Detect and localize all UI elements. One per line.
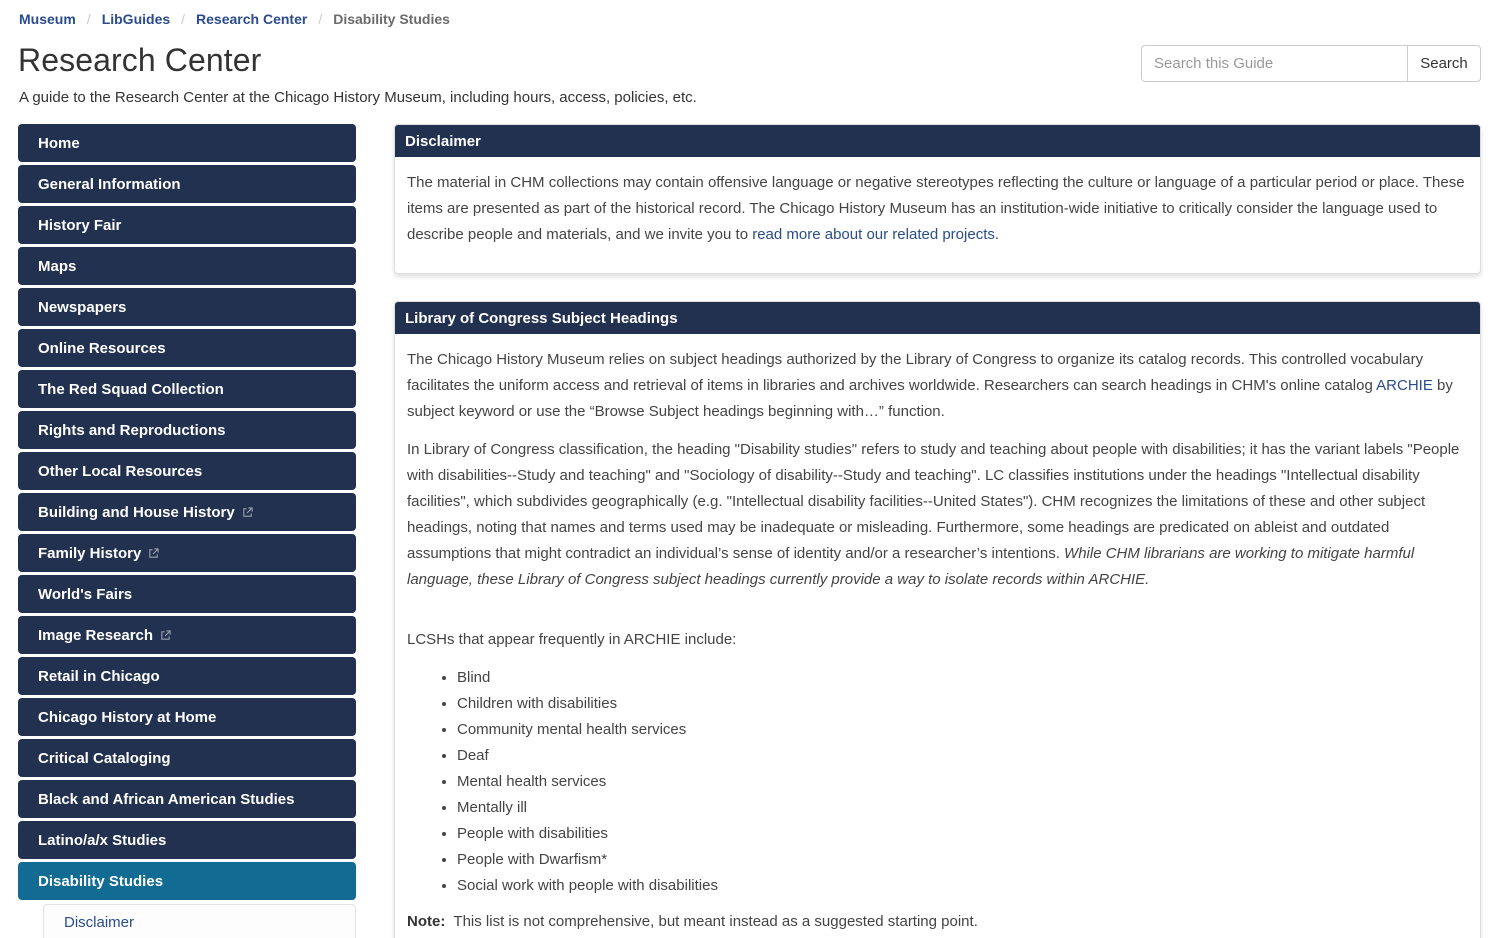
sidebar-item-label: Rights and Reproductions	[38, 421, 226, 439]
sidebar-item-label: Latino/a/x Studies	[38, 831, 167, 849]
breadcrumb-museum[interactable]: Museum	[19, 11, 76, 27]
sidebar-item-label: Critical Cataloging	[38, 749, 171, 767]
sidebar-item-disability-studies[interactable]	[18, 862, 356, 900]
sidebar-item-retail-in-chicago[interactable]	[18, 657, 356, 695]
list-item: • Blind	[457, 665, 1468, 691]
sidebar-item-label: Family History	[38, 544, 142, 562]
lcsh-box	[394, 301, 1481, 938]
list-item: • Social work with people with disabilities	[457, 873, 1468, 899]
sidebar-item-black-and-african-american-studies[interactable]	[18, 780, 356, 818]
list-item: • People with Dwarfism*	[457, 847, 1468, 873]
guide-sidebar-nav	[18, 124, 356, 938]
page-description: A guide to the Research Center at the Chicago History Museum, including hours, access, policies, etc.	[19, 89, 697, 106]
external-link-icon	[160, 630, 171, 641]
sidebar-item-label: World's Fairs	[38, 585, 133, 603]
sidebar-item-label: Retail in Chicago	[38, 667, 160, 685]
sidebar-item-label: General Information	[38, 175, 181, 193]
list-item: • People with disabilities	[457, 821, 1468, 847]
disclaimer-box-title: Disclaimer	[395, 125, 1480, 157]
sidebar-item-label: Online Resources	[38, 339, 166, 357]
list-item: • Children with disabilities	[457, 691, 1468, 717]
sidebar-item-history-fair[interactable]	[18, 206, 356, 244]
search-input[interactable]	[1141, 45, 1407, 82]
lcsh-paragraph-1-text: The Chicago History Museum relies on subject headings authorized by the Library of Congress to organize its catalog records. This controlled vocabulary facilitates the uniform access and retrieval of items in libraries and archives worldwide. Researchers can search headings in CHM's online catalog	[407, 351, 1424, 394]
lcsh-box-body	[395, 334, 1480, 938]
sidebar-item-maps[interactable]	[18, 247, 356, 285]
breadcrumb-current: Disability Studies	[333, 11, 450, 27]
archie-link[interactable]: ARCHIE	[1376, 377, 1433, 394]
list-item: • Mentally ill	[457, 795, 1468, 821]
lcsh-paragraph-1	[407, 347, 1468, 425]
disclaimer-box	[394, 124, 1481, 274]
breadcrumb-separator: /	[86, 11, 91, 27]
disclaimer-text-end: .	[994, 226, 1000, 243]
breadcrumb-separator: /	[318, 11, 323, 27]
external-link-icon	[148, 548, 159, 559]
sidebar-item-label: Newspapers	[38, 298, 127, 316]
subnav-item-disclaimer[interactable]: Disclaimer	[64, 914, 135, 931]
sidebar-item-label: Home	[38, 134, 80, 152]
list-item: • Community mental health services	[457, 717, 1468, 743]
disclaimer-box-body	[395, 157, 1480, 272]
sidebar-item-home[interactable]	[18, 124, 356, 162]
sidebar-item-latino-studies[interactable]	[18, 821, 356, 859]
lcsh-box-title: Library of Congress Subject Headings	[395, 302, 1480, 334]
sidebar-item-rights-and-reproductions[interactable]	[18, 411, 356, 449]
breadcrumb-research-center[interactable]: Research Center	[196, 11, 308, 27]
lcsh-paragraph-1-text-end: by subject keyword or use the “Browse Subject headings beginning with…” function.	[407, 377, 1453, 420]
sidebar-item-red-squad-collection[interactable]	[18, 370, 356, 408]
note-text: This list is not comprehensive, but meant instead as a suggested starting point.	[453, 913, 978, 930]
sidebar-item-label: Chicago History at Home	[38, 708, 217, 726]
breadcrumb-separator: /	[181, 11, 186, 27]
sidebar-item-chicago-history-at-home[interactable]	[18, 698, 356, 736]
page-title: Research Center	[18, 42, 262, 78]
guide-search-form	[1141, 45, 1481, 82]
search-button[interactable]: Search	[1407, 45, 1481, 82]
disclaimer-text-body: The material in CHM collections may contain offensive language or negative stereotypes reflecting the culture or language of a particular period or place. These items are presented as part of the historical record. The Chicago History Museum has an institution-wide initiative to critically consider the language used to describe people and materials, and we invite you to	[407, 174, 1465, 243]
breadcrumb-libguides[interactable]: LibGuides	[101, 11, 171, 27]
external-link-icon	[242, 507, 253, 518]
related-projects-link[interactable]: read more about our related projects	[752, 226, 995, 243]
sidebar-item-label: Other Local Resources	[38, 462, 203, 480]
sidebar-item-label: Building and House History	[38, 503, 235, 521]
sidebar-item-image-research[interactable]	[18, 616, 356, 654]
lcsh-paragraph-2-italic: While CHM librarians are working to mitigate harmful language, these Library of Congress subject headings currently provide a way to isolate records within ARCHIE.	[407, 545, 1415, 588]
disclaimer-text	[407, 170, 1468, 248]
list-item: • Deaf	[457, 743, 1468, 769]
sidebar-item-label: Disability Studies	[38, 872, 164, 890]
sidebar-item-label: History Fair	[38, 216, 122, 234]
sidebar-item-building-and-house-history[interactable]	[18, 493, 356, 531]
lcsh-list-intro: LCSHs that appear frequently in ARCHIE include:	[407, 631, 737, 648]
breadcrumb	[19, 11, 450, 27]
sidebar-subnav	[43, 904, 356, 938]
lcsh-note	[407, 909, 1468, 935]
sidebar-item-label: The Red Squad Collection	[38, 380, 224, 398]
sidebar-item-family-history[interactable]	[18, 534, 356, 572]
lcsh-paragraph-2-text: In Library of Congress classification, the heading "Disability studies" refers to study and teaching about people with disabilities; it has the variant labels "People with disabilities--Study and teaching" and "Sociology of disability--Study and teaching". LC classifies institutions under the headings "Intellectual disability facilities", which subdivides geographically (e.g. "Intellectual disability facilities--United States"). CHM recognizes the limitations of these and other subject headings, noting that names and terms used may be inadequate or misleading. Furthermore, some headings are predicated on ableist and outdated assumptions that might contradict an individual’s sense of identity and/or a researcher’s intentions.	[407, 441, 1460, 562]
sidebar-item-label: Image Research	[38, 626, 154, 644]
sidebar-item-online-resources[interactable]	[18, 329, 356, 367]
list-item: • Mental health services	[457, 769, 1468, 795]
sidebar-item-general-information[interactable]	[18, 165, 356, 203]
sidebar-item-other-local-resources[interactable]	[18, 452, 356, 490]
lcsh-list	[407, 665, 1468, 899]
sidebar-item-newspapers[interactable]	[18, 288, 356, 326]
sidebar-item-critical-cataloging[interactable]	[18, 739, 356, 777]
sidebar-item-worlds-fairs[interactable]	[18, 575, 356, 613]
note-label: Note:	[407, 913, 446, 930]
lcsh-paragraph-2	[407, 437, 1468, 593]
sidebar-item-label: Maps	[38, 257, 77, 275]
sidebar-item-label: Black and African American Studies	[38, 790, 295, 808]
